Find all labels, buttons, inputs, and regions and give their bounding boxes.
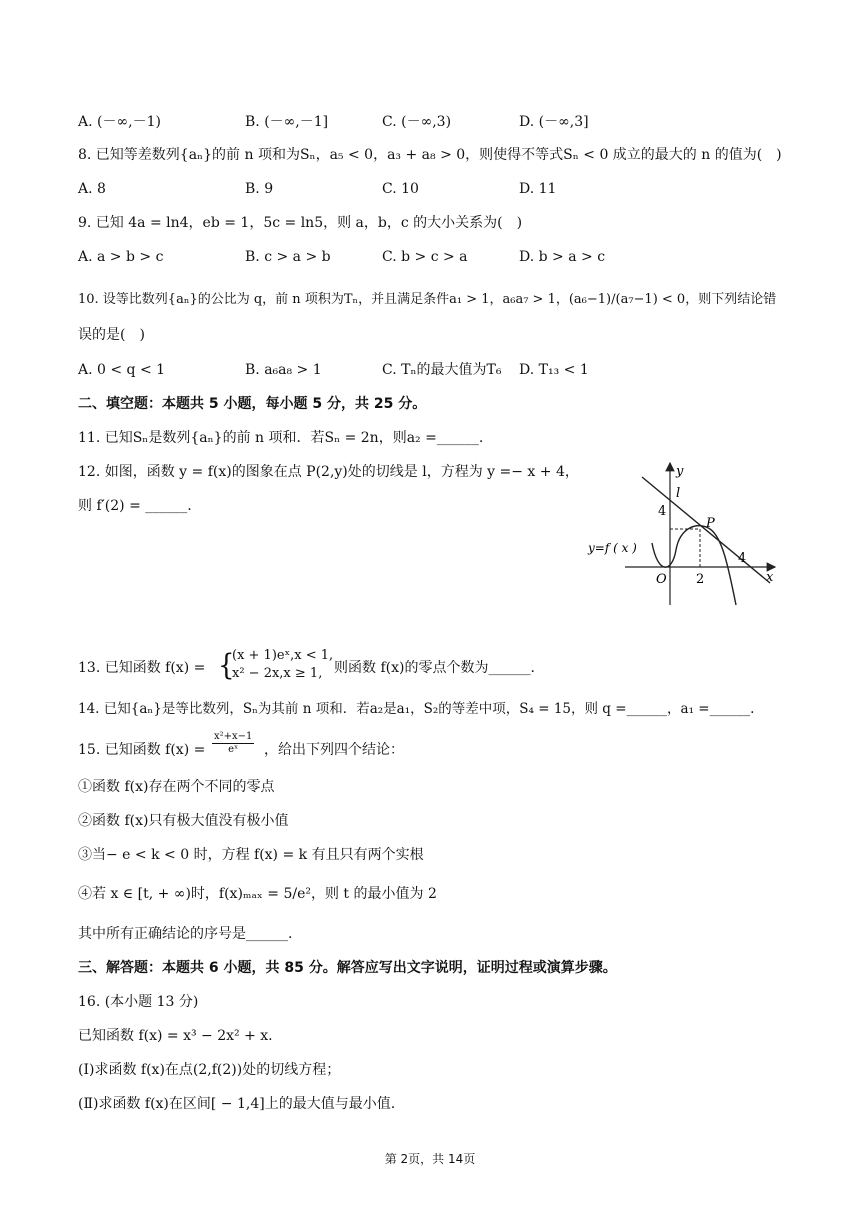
q9-option-b: B. c > a > b	[245, 249, 331, 265]
q13-prefix: 13. 已知函数 f(x) =	[78, 660, 206, 676]
q10-stem: 10. 设等比数列{aₙ}的公比为 q，前 n 项积为Tₙ，并且满足条件a₁ > 1，a₆a₇ > 1，(a₆−1)/(a₇−1) < 0，则下列结论错	[78, 292, 777, 307]
q13-suffix: 则函数 f(x)的零点个数为______.	[334, 660, 535, 676]
curve-label: y=f ( x )	[588, 541, 637, 555]
q15-numerator: x²+x−1	[214, 731, 253, 742]
q14: 14. 已知{aₙ}是等比数列，Sₙ为其前 n 项和．若a₂是a₁，S₂的等差中项，S₄ = 15，则 q =______，a₁ =______.	[78, 701, 755, 717]
q15-suffix: ，给出下列四个结论：	[264, 742, 404, 758]
q15-item-2: ②函数 f(x)只有极大值没有极小值	[78, 813, 289, 829]
q15-denominator: eˣ	[228, 744, 239, 755]
q11: 11. 已知Sₙ是数列{aₙ}的前 n 项和．若Sₙ = 2n，则a₂ =______.	[78, 430, 484, 446]
tangent-label: l	[676, 486, 681, 501]
q7-option-b: B. (－∞,－1]	[245, 114, 329, 130]
q13-brace: {	[218, 649, 235, 683]
q8-option-d: D. 11	[519, 181, 557, 197]
q9-option-c: C. b > c > a	[382, 249, 468, 265]
q15-prefix: 15. 已知函数 f(x) =	[78, 742, 206, 758]
q10-option-b: B. a₆a₈ > 1	[245, 362, 322, 378]
tick-y-4: 4	[658, 504, 667, 519]
q15-item-4: ④若 x ∈ [t, + ∞)时，f(x)ₘₐₓ = 5/e²，则 t 的最小值为 2	[78, 886, 437, 902]
q10-option-c: C. Tₙ的最大值为T₆	[382, 362, 502, 378]
function-graph-figure	[580, 455, 780, 615]
curve-f	[652, 526, 736, 605]
q8-stem: 8. 已知等差数列{aₙ}的前 n 项和为Sₙ，a₅ < 0，a₃ + a₈ > 0，则使得不等式Sₙ < 0 成立的最大的 n 的值为( )	[78, 147, 782, 163]
q15-item-1: ①函数 f(x)存在两个不同的零点	[78, 779, 275, 795]
q9-option-d: D. b > a > c	[519, 249, 606, 265]
q10-option-d: D. T₁₃ < 1	[519, 362, 589, 378]
origin-label: O	[656, 572, 667, 587]
section3-heading: 三、解答题：本题共 6 小题，共 85 分。解答应写出文字说明，证明过程或演算步骤。	[78, 960, 617, 976]
q16-given: 已知函数 f(x) = x³ − 2x² + x.	[78, 1028, 273, 1044]
q16-part2: (Ⅱ)求函数 f(x)在区间[ − 1,4]上的最大值与最小值.	[78, 1096, 396, 1112]
q9-stem: 9. 已知 4a = ln4，eb = 1，5c = ln5，则 a，b，c 的大小关系为( )	[78, 215, 523, 231]
q9-option-a: A. a > b > c	[78, 249, 164, 265]
q8-option-b: B. 9	[245, 181, 274, 197]
y-axis-label: y	[676, 464, 684, 479]
tick-x-2: 2	[696, 572, 705, 587]
q7-option-c: C. (－∞,3)	[382, 114, 452, 130]
q13-case2: x² − 2x,x ≥ 1,	[232, 666, 323, 681]
q15-item-3: ③当− e < k < 0 时，方程 f(x) = k 有且只有两个实根	[78, 847, 424, 863]
tick-x-4: 4	[738, 551, 747, 566]
q7-option-a: A. (－∞,－1)	[78, 114, 161, 130]
q15-conclusion: 其中所有正确结论的序号是______.	[78, 926, 293, 942]
q8-option-c: C. 10	[382, 181, 419, 197]
q8-option-a: A. 8	[78, 181, 106, 197]
q12-line2: 则 f′(2) = ______.	[78, 498, 192, 514]
q15-fraction	[212, 731, 254, 756]
q16-part1: (Ⅰ)求函数 f(x)在点(2,f(2))处的切线方程；	[78, 1062, 341, 1078]
q10-stem-continued: 误的是( )	[78, 327, 145, 343]
q13-case1: (x + 1)eˣ,x < 1,	[232, 648, 334, 663]
page-footer: 第 2页，共 14页	[384, 1152, 476, 1166]
section2-heading: 二、填空题：本题共 5 小题，每小题 5 分，共 25 分。	[78, 396, 427, 412]
x-axis-label: x	[766, 570, 774, 585]
point-p-label: P	[706, 516, 715, 531]
q16-title: 16. (本小题 13 分)	[78, 994, 199, 1010]
q7-option-d: D. (－∞,3]	[519, 114, 589, 130]
q12-line1: 12. 如图，函数 y = f(x)的图象在点 P(2,y)处的切线是 l，方程为 y =− x + 4，	[78, 464, 579, 480]
q10-option-a: A. 0 < q < 1	[78, 362, 166, 378]
